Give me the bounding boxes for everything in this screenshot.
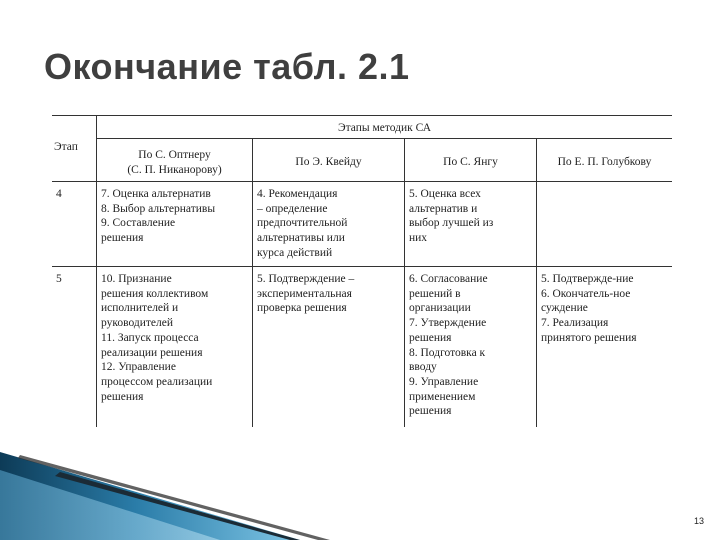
column-header: По Е. П. Голубкову [557, 156, 652, 168]
table-cell: 7. Оценка альтернатив 8. Выбор альтернативы 9. Составление решения [101, 188, 216, 245]
table-cell: 4. Рекомендация – определение предпочтительной альтернативы или курса действий [257, 188, 348, 259]
stage-header: Этап [54, 141, 78, 153]
table-cell: 5. Оценка всех альтернатив и выбор лучшей из них [409, 188, 494, 245]
table-cell: 5. Подтвержде-ние 6. Окончатель-ное суждение 7. Реализация принятого решения [541, 273, 637, 344]
column-header: По С. Янгу [443, 156, 498, 168]
table-cell: 10. Признание решения коллективом исполнителей и руководителей 11. Запуск процесса реализации решения 12. Управление процессом реализации решения [101, 273, 213, 403]
table-cell: 6. Согласование решений в организации 7. Утверждение решения 8. Подготовка к вводу 9. Управление применением решения [409, 273, 488, 418]
column-header: По Э. Квейду [295, 156, 362, 168]
stage-number: 4 [56, 188, 62, 200]
stage-number: 5 [56, 273, 62, 285]
slide-title: Окончание табл. 2.1 [44, 46, 410, 87]
group-header: Этапы методик СА [337, 122, 431, 134]
table-cell: 5. Подтверждение – экспериментальная проверка решения [257, 273, 355, 315]
page-number: 13 [693, 516, 704, 526]
column-header: По С. Оптнеру (С. П. Никанорову) [127, 149, 222, 176]
